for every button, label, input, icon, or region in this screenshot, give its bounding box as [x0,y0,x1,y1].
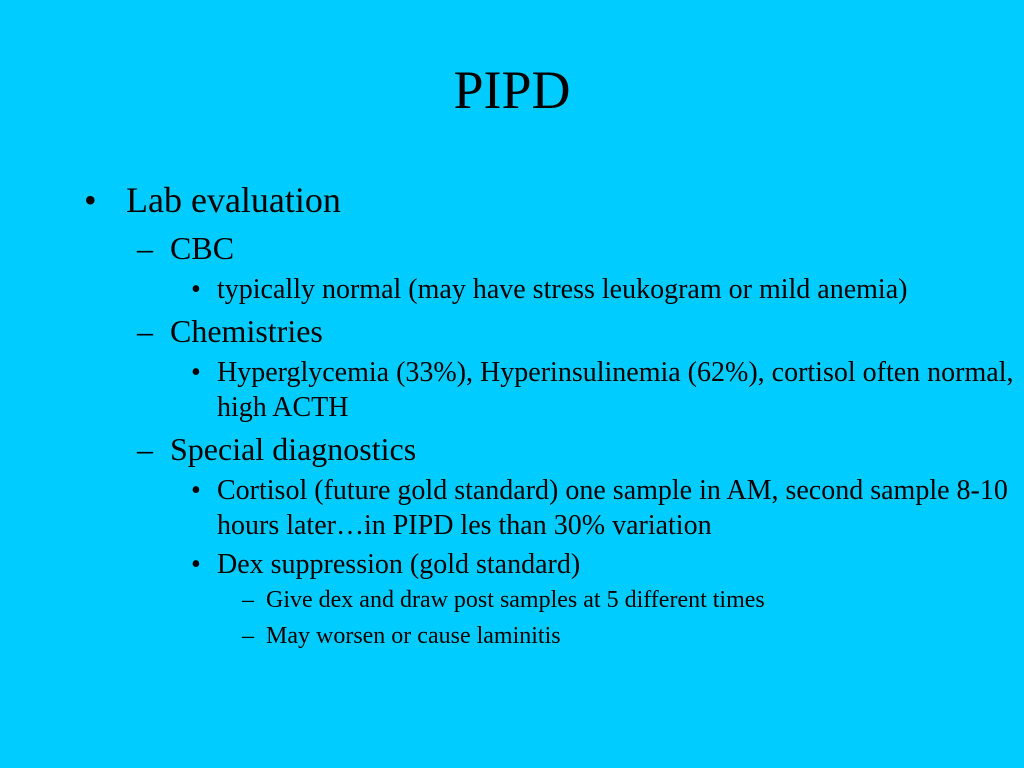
bullet-text: Lab evaluation [126,180,341,220]
bullet-marker: • [191,357,201,388]
subdetail-give-dex [242,582,1014,618]
subbullet-chemistries [137,311,1014,351]
slide-title: PIPD [453,60,571,120]
bullet-marker: • [84,180,97,220]
detail-dex-suppression [191,547,1014,582]
subdetail-text: Give dex and draw post samples at 5 different times [266,587,765,613]
subdetail-text: May worsen or cause laminitis [266,623,561,649]
dash-marker: – [242,623,254,649]
subbullet-special-diagnostics [137,429,1014,469]
detail-text: typically normal (may have stress leukogram or mild anemia) [217,274,908,305]
subdetail-laminitis [242,618,1014,654]
subbullet-cbc [137,228,1014,268]
bullet-marker: • [191,475,201,506]
subbullet-text: CBC [170,230,235,266]
bullet-lab-evaluation [84,176,1014,224]
detail-text: Hyperglycemia (33%), Hyperinsulinemia (62%), cortisol often normal, high ACTH [217,357,1014,423]
slide-body [84,176,1014,654]
dash-marker: – [137,313,153,349]
bullet-marker: • [191,549,201,580]
detail-chemistries-result [191,355,1014,425]
detail-cortisol [191,473,1014,543]
detail-cbc-result [191,272,1014,307]
detail-text: Cortisol (future gold standard) one sample in AM, second sample 8-10 hours later…in PIPD les than 30% variation [217,475,1008,541]
subbullet-text: Chemistries [170,313,323,349]
bullet-marker: • [191,274,201,305]
dash-marker: – [137,230,153,266]
dash-marker: – [137,431,153,467]
subbullet-text: Special diagnostics [170,431,417,467]
dash-marker: – [242,587,254,613]
detail-text: Dex suppression (gold standard) [217,549,581,580]
